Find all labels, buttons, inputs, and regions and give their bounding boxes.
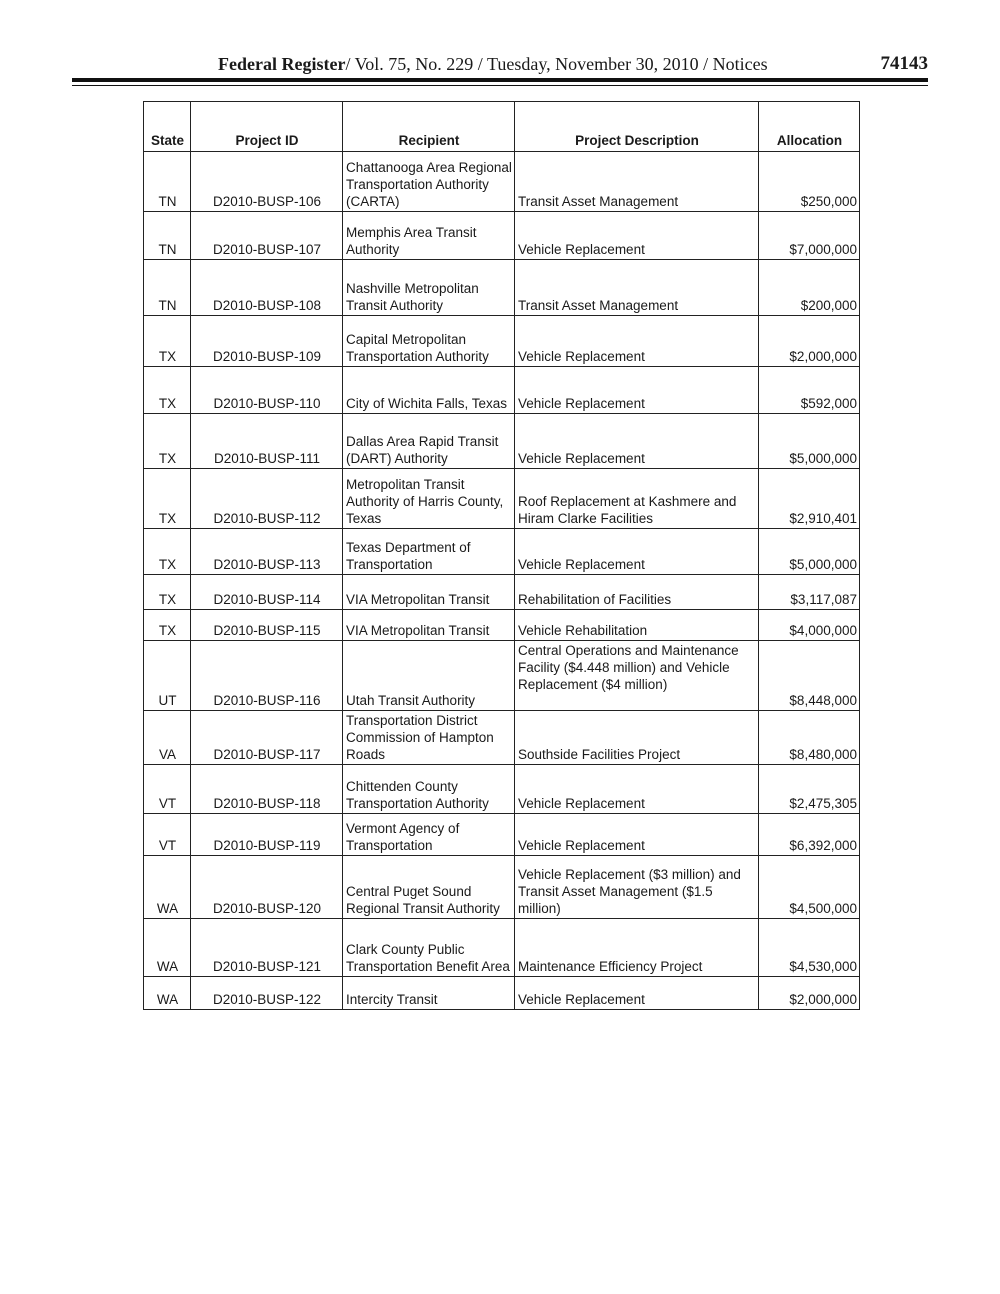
cell-allocation: $3,117,087: [759, 575, 860, 610]
page-header: [72, 52, 928, 76]
cell-description: Maintenance Efficiency Project: [515, 919, 759, 977]
cell-recipient: Transportation District Commission of Hampton Roads: [343, 711, 515, 765]
cell-state: TX: [144, 469, 191, 529]
table-row: [144, 152, 860, 212]
cell-recipient: Dallas Area Rapid Transit (DART) Authority: [343, 414, 515, 469]
table-body: [144, 152, 860, 1010]
cell-project-id: D2010-BUSP-119: [191, 814, 343, 856]
table-row: [144, 641, 860, 711]
cell-description: Southside Facilities Project: [515, 711, 759, 765]
cell-project-id: D2010-BUSP-116: [191, 641, 343, 711]
cell-allocation: $200,000: [759, 260, 860, 316]
cell-state: UT: [144, 641, 191, 711]
table-row: [144, 529, 860, 575]
cell-state: WA: [144, 977, 191, 1010]
issue-info: / Vol. 75, No. 229 / Tuesday, November 30, 2010 / Notices: [345, 54, 768, 74]
header-rule-thin: [72, 85, 928, 86]
cell-description: Rehabilitation of Facilities: [515, 575, 759, 610]
cell-description: Vehicle Replacement: [515, 316, 759, 367]
cell-project-id: D2010-BUSP-106: [191, 152, 343, 212]
cell-allocation: $2,475,305: [759, 765, 860, 814]
cell-description: Vehicle Replacement ($3 million) and Transit Asset Management ($1.5 million): [515, 856, 759, 919]
cell-project-id: D2010-BUSP-121: [191, 919, 343, 977]
cell-description: Vehicle Replacement: [515, 367, 759, 414]
cell-project-id: D2010-BUSP-122: [191, 977, 343, 1010]
cell-recipient: Nashville Metropolitan Transit Authority: [343, 260, 515, 316]
cell-state: VT: [144, 814, 191, 856]
cell-state: TX: [144, 529, 191, 575]
cell-state: VA: [144, 711, 191, 765]
cell-description: Transit Asset Management: [515, 152, 759, 212]
cell-project-id: D2010-BUSP-107: [191, 212, 343, 260]
cell-description: Vehicle Replacement: [515, 212, 759, 260]
cell-project-id: D2010-BUSP-109: [191, 316, 343, 367]
cell-recipient: VIA Metropolitan Transit: [343, 575, 515, 610]
cell-project-id: D2010-BUSP-117: [191, 711, 343, 765]
table-row: [144, 856, 860, 919]
cell-project-id: D2010-BUSP-120: [191, 856, 343, 919]
cell-recipient: Vermont Agency of Transportation: [343, 814, 515, 856]
cell-state: TN: [144, 212, 191, 260]
cell-recipient: Metropolitan Transit Authority of Harris County, Texas: [343, 469, 515, 529]
cell-allocation: $592,000: [759, 367, 860, 414]
cell-state: TN: [144, 260, 191, 316]
cell-description: Vehicle Replacement: [515, 814, 759, 856]
cell-allocation: $2,910,401: [759, 469, 860, 529]
table-header-row: [144, 102, 860, 152]
table-row: [144, 814, 860, 856]
table-row: [144, 316, 860, 367]
column-header-description: Project Description: [515, 102, 759, 152]
cell-recipient: Intercity Transit: [343, 977, 515, 1010]
cell-recipient: VIA Metropolitan Transit: [343, 610, 515, 641]
cell-recipient: Clark County Public Transportation Benefit Area: [343, 919, 515, 977]
header-rule-thick: [72, 78, 928, 82]
column-header-recipient: Recipient: [343, 102, 515, 152]
column-header-allocation: Allocation: [759, 102, 860, 152]
cell-allocation: $8,480,000: [759, 711, 860, 765]
cell-state: TX: [144, 367, 191, 414]
cell-state: TX: [144, 414, 191, 469]
table-row: [144, 919, 860, 977]
table-row: [144, 414, 860, 469]
cell-description: Vehicle Rehabilitation: [515, 610, 759, 641]
cell-allocation: $8,448,000: [759, 641, 860, 711]
cell-recipient: Chittenden County Transportation Authority: [343, 765, 515, 814]
cell-description: Transit Asset Management: [515, 260, 759, 316]
cell-recipient: Central Puget Sound Regional Transit Authority: [343, 856, 515, 919]
cell-project-id: D2010-BUSP-110: [191, 367, 343, 414]
cell-recipient: Chattanooga Area Regional Transportation Authority (CARTA): [343, 152, 515, 212]
cell-project-id: D2010-BUSP-112: [191, 469, 343, 529]
cell-description: Roof Replacement at Kashmere and Hiram Clarke Facilities: [515, 469, 759, 529]
cell-allocation: $4,500,000: [759, 856, 860, 919]
cell-allocation: $5,000,000: [759, 414, 860, 469]
cell-project-id: D2010-BUSP-114: [191, 575, 343, 610]
cell-project-id: D2010-BUSP-111: [191, 414, 343, 469]
cell-allocation: $2,000,000: [759, 316, 860, 367]
cell-allocation: $4,000,000: [759, 610, 860, 641]
cell-state: WA: [144, 919, 191, 977]
cell-state: TX: [144, 575, 191, 610]
cell-description: Vehicle Replacement: [515, 977, 759, 1010]
cell-state: TN: [144, 152, 191, 212]
cell-project-id: D2010-BUSP-118: [191, 765, 343, 814]
table-row: [144, 212, 860, 260]
cell-recipient: City of Wichita Falls, Texas: [343, 367, 515, 414]
cell-state: TX: [144, 610, 191, 641]
table-row: [144, 977, 860, 1010]
table-row: [144, 469, 860, 529]
cell-allocation: $6,392,000: [759, 814, 860, 856]
table-row: [144, 575, 860, 610]
cell-project-id: D2010-BUSP-115: [191, 610, 343, 641]
cell-description: Central Operations and Maintenance Facility ($4.448 million) and Vehicle Replacement ($4 million): [515, 641, 759, 711]
cell-allocation: $4,530,000: [759, 919, 860, 977]
column-header-project-id: Project ID: [191, 102, 343, 152]
cell-allocation: $2,000,000: [759, 977, 860, 1010]
cell-project-id: D2010-BUSP-108: [191, 260, 343, 316]
allocation-table: [143, 101, 860, 1010]
table-row: [144, 711, 860, 765]
running-head: [218, 52, 768, 76]
cell-description: Vehicle Replacement: [515, 765, 759, 814]
table-row: [144, 260, 860, 316]
column-header-state: State: [144, 102, 191, 152]
cell-description: Vehicle Replacement: [515, 529, 759, 575]
cell-state: WA: [144, 856, 191, 919]
cell-project-id: D2010-BUSP-113: [191, 529, 343, 575]
cell-recipient: Texas Department of Transportation: [343, 529, 515, 575]
page-number: 74143: [880, 53, 928, 74]
cell-allocation: $5,000,000: [759, 529, 860, 575]
journal-title: Federal Register: [218, 54, 346, 74]
cell-state: TX: [144, 316, 191, 367]
table-row: [144, 765, 860, 814]
cell-recipient: Memphis Area Transit Authority: [343, 212, 515, 260]
cell-description: Vehicle Replacement: [515, 414, 759, 469]
cell-recipient: Capital Metropolitan Transportation Authority: [343, 316, 515, 367]
table-row: [144, 367, 860, 414]
cell-state: VT: [144, 765, 191, 814]
cell-recipient: Utah Transit Authority: [343, 641, 515, 711]
cell-allocation: $250,000: [759, 152, 860, 212]
cell-allocation: $7,000,000: [759, 212, 860, 260]
table-row: [144, 610, 860, 641]
